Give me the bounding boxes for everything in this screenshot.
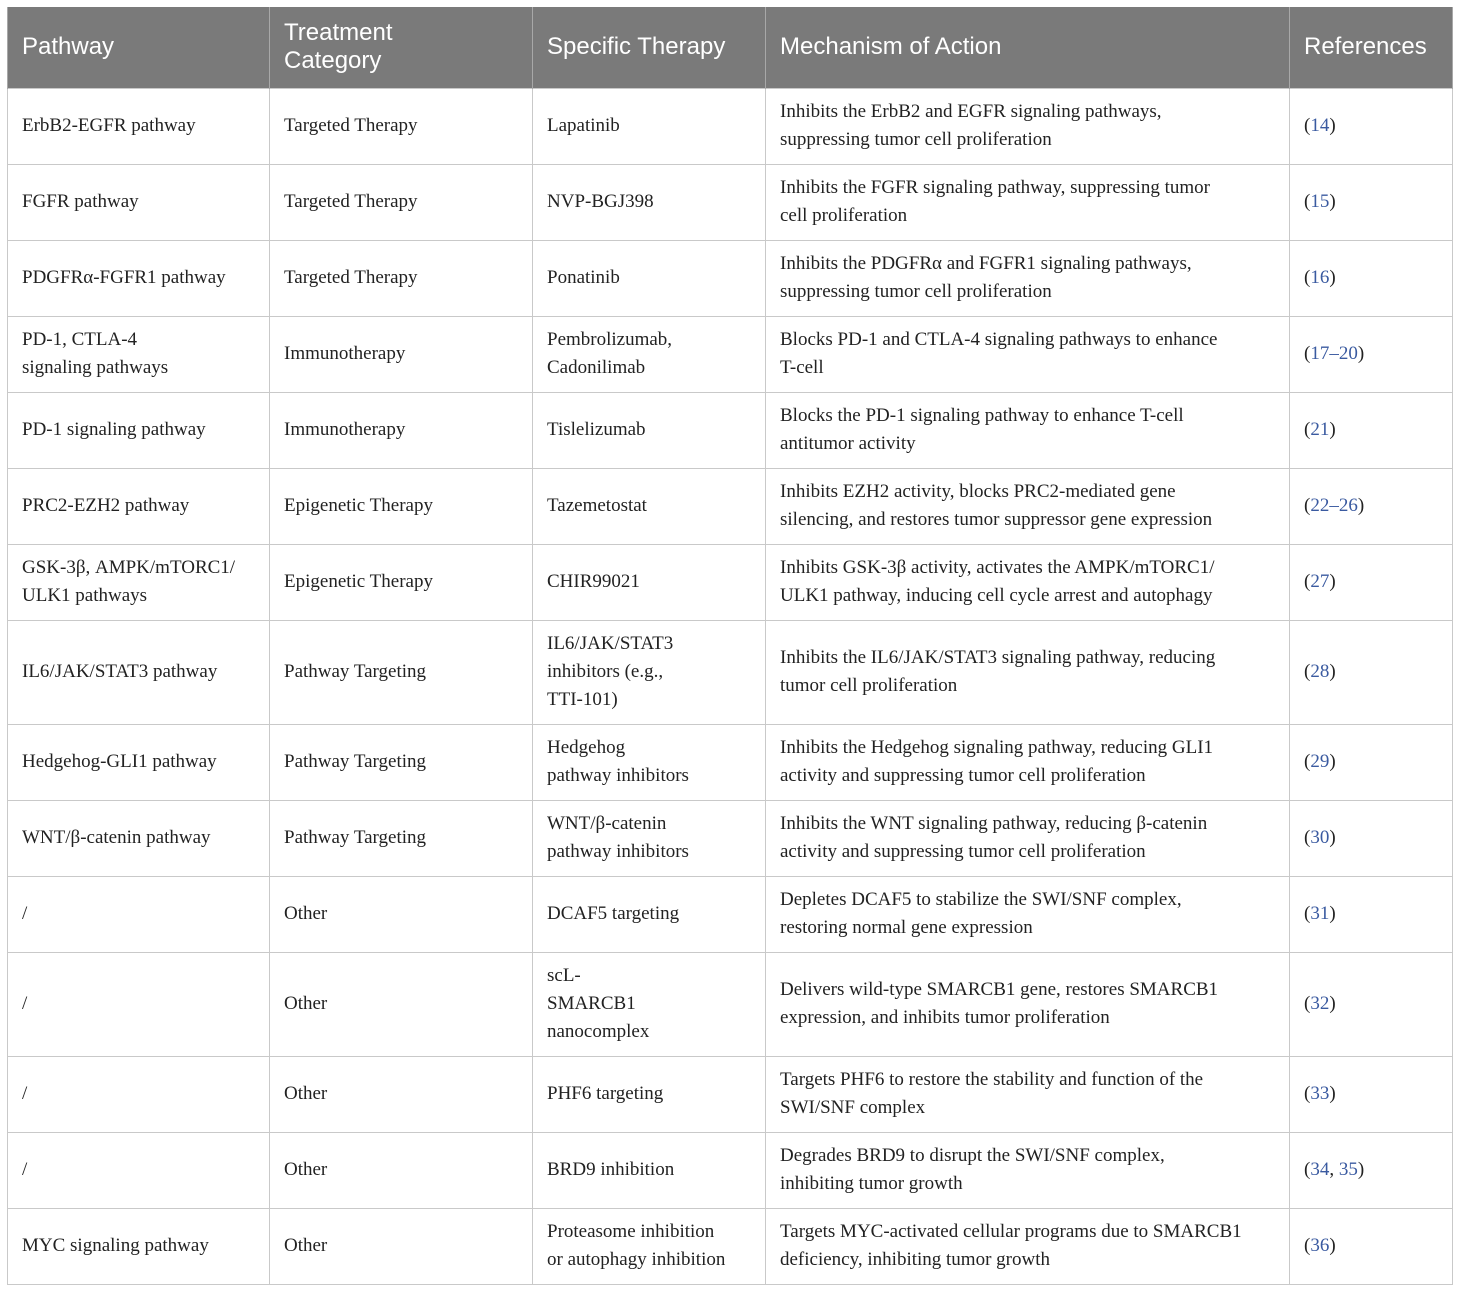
reference-link[interactable]: 36	[1310, 1235, 1330, 1256]
reference-link[interactable]: 28	[1310, 661, 1330, 682]
specific-therapy-cell: DCAF5 targeting	[533, 876, 766, 952]
header-mechanism-of-action: Mechanism of Action	[766, 7, 1290, 88]
ref-open-paren: (	[1304, 993, 1311, 1014]
pathway-cell: ErbB2-EGFR pathway	[8, 88, 270, 164]
ref-open-paren: (	[1304, 191, 1311, 212]
ref-close-paren: )	[1329, 1083, 1336, 1104]
reference-link[interactable]: 15	[1310, 191, 1330, 212]
treatment-category-cell: Other	[270, 952, 533, 1056]
ref-open-paren: (	[1304, 571, 1311, 592]
references-cell	[1290, 468, 1453, 544]
specific-therapy-cell: Tazemetostat	[533, 468, 766, 544]
table-row	[8, 876, 1453, 952]
ref-open-paren: (	[1304, 115, 1311, 136]
pathway-cell: MYC signaling pathway	[8, 1208, 270, 1284]
mechanism-cell: Inhibits the PDGFRα and FGFR1 signaling pathways, suppressing tumor cell proliferation	[766, 240, 1290, 316]
pathway-cell: /	[8, 952, 270, 1056]
references-cell	[1290, 620, 1453, 724]
ref-close-paren: )	[1357, 1159, 1365, 1180]
mechanism-cell: Delivers wild-type SMARCB1 gene, restores SMARCB1 expression, and inhibits tumor proliferation	[766, 952, 1290, 1056]
reference-link[interactable]: 14	[1310, 115, 1330, 136]
treatment-category-cell: Immunotherapy	[270, 316, 533, 392]
treatment-category-cell: Other	[270, 1132, 533, 1208]
specific-therapy-cell: Proteasome inhibition or autophagy inhibition	[533, 1208, 766, 1284]
table-row	[8, 316, 1453, 392]
pathway-cell: PDGFRα-FGFR1 pathway	[8, 240, 270, 316]
references-cell	[1290, 240, 1453, 316]
reference-link[interactable]: 16	[1310, 267, 1330, 288]
table-row	[8, 1056, 1453, 1132]
ref-separator: ,	[1329, 1159, 1339, 1180]
table-body	[8, 88, 1453, 1284]
pathway-cell: PRC2-EZH2 pathway	[8, 468, 270, 544]
ref-close-paren: )	[1329, 267, 1336, 288]
references-cell	[1290, 316, 1453, 392]
references-cell	[1290, 1208, 1453, 1284]
header-pathway: Pathway	[8, 7, 270, 88]
reference-link[interactable]: 27	[1310, 571, 1330, 592]
table-row	[8, 1132, 1453, 1208]
ref-open-paren: (	[1304, 267, 1311, 288]
specific-therapy-cell: scL- SMARCB1 nanocomplex	[533, 952, 766, 1056]
treatment-category-cell: Targeted Therapy	[270, 88, 533, 164]
mechanism-cell: Targets MYC-activated cellular programs due to SMARCB1 deficiency, inhibiting tumor growth	[766, 1208, 1290, 1284]
pathway-cell: FGFR pathway	[8, 164, 270, 240]
ref-close-paren: )	[1329, 1235, 1336, 1256]
specific-therapy-cell: WNT/β-catenin pathway inhibitors	[533, 800, 766, 876]
mechanism-cell: Inhibits the WNT signaling pathway, reducing β-catenin activity and suppressing tumor cell proliferation	[766, 800, 1290, 876]
mechanism-cell: Inhibits the ErbB2 and EGFR signaling pathways, suppressing tumor cell proliferation	[766, 88, 1290, 164]
pathway-cell: /	[8, 1132, 270, 1208]
mechanism-cell: Inhibits the Hedgehog signaling pathway, reducing GLI1 activity and suppressing tumor cell proliferation	[766, 724, 1290, 800]
mechanism-cell: Inhibits the FGFR signaling pathway, suppressing tumor cell proliferation	[766, 164, 1290, 240]
treatment-category-cell: Pathway Targeting	[270, 620, 533, 724]
table-row	[8, 724, 1453, 800]
treatment-category-cell: Epigenetic Therapy	[270, 468, 533, 544]
specific-therapy-cell: PHF6 targeting	[533, 1056, 766, 1132]
reference-link[interactable]: 22–26	[1310, 495, 1358, 516]
treatment-category-cell: Epigenetic Therapy	[270, 544, 533, 620]
treatment-category-cell: Targeted Therapy	[270, 240, 533, 316]
ref-close-paren: )	[1329, 191, 1336, 212]
specific-therapy-cell: NVP-BGJ398	[533, 164, 766, 240]
references-cell	[1290, 1132, 1453, 1208]
reference-link[interactable]: 33	[1310, 1083, 1330, 1104]
reference-link[interactable]: 35	[1338, 1159, 1358, 1180]
reference-link[interactable]: 31	[1310, 903, 1330, 924]
pathway-cell: WNT/β-catenin pathway	[8, 800, 270, 876]
therapy-table	[7, 7, 1453, 1285]
table-row	[8, 620, 1453, 724]
reference-link[interactable]: 30	[1310, 827, 1330, 848]
header-treatment-category: Treatment Category	[270, 7, 533, 88]
specific-therapy-cell: CHIR99021	[533, 544, 766, 620]
ref-open-paren: (	[1304, 419, 1311, 440]
specific-therapy-cell: Hedgehog pathway inhibitors	[533, 724, 766, 800]
mechanism-cell: Degrades BRD9 to disrupt the SWI/SNF complex, inhibiting tumor growth	[766, 1132, 1290, 1208]
pathway-cell: PD-1 signaling pathway	[8, 392, 270, 468]
specific-therapy-cell: IL6/JAK/STAT3 inhibitors (e.g., TTI-101)	[533, 620, 766, 724]
table-row	[8, 164, 1453, 240]
table-row	[8, 240, 1453, 316]
reference-link[interactable]: 17–20	[1310, 343, 1358, 364]
ref-close-paren: )	[1329, 903, 1336, 924]
references-cell	[1290, 544, 1453, 620]
header-references: References	[1290, 7, 1453, 88]
pathway-cell: /	[8, 1056, 270, 1132]
ref-open-paren: (	[1304, 1235, 1311, 1256]
references-cell	[1290, 724, 1453, 800]
pathway-cell: GSK-3β, AMPK/mTORC1/ ULK1 pathways	[8, 544, 270, 620]
table-row	[8, 952, 1453, 1056]
treatment-category-cell: Targeted Therapy	[270, 164, 533, 240]
references-cell	[1290, 164, 1453, 240]
specific-therapy-cell: Ponatinib	[533, 240, 766, 316]
ref-close-paren: )	[1357, 343, 1365, 364]
ref-open-paren: (	[1304, 827, 1311, 848]
ref-close-paren: )	[1329, 115, 1336, 136]
table-row	[8, 468, 1453, 544]
header-specific-therapy: Specific Therapy	[533, 7, 766, 88]
ref-close-paren: )	[1329, 993, 1336, 1014]
reference-link[interactable]: 21	[1310, 419, 1330, 440]
ref-open-paren: (	[1304, 495, 1311, 516]
table-row	[8, 544, 1453, 620]
mechanism-cell: Targets PHF6 to restore the stability and function of the SWI/SNF complex	[766, 1056, 1290, 1132]
treatment-category-cell: Pathway Targeting	[270, 800, 533, 876]
references-cell	[1290, 952, 1453, 1056]
pathway-cell: IL6/JAK/STAT3 pathway	[8, 620, 270, 724]
treatment-category-cell: Pathway Targeting	[270, 724, 533, 800]
ref-open-paren: (	[1304, 661, 1311, 682]
table-row	[8, 88, 1453, 164]
treatment-category-cell: Immunotherapy	[270, 392, 533, 468]
table-row	[8, 392, 1453, 468]
table-row	[8, 800, 1453, 876]
pathway-cell: PD-1, CTLA-4 signaling pathways	[8, 316, 270, 392]
reference-link[interactable]: 32	[1310, 993, 1330, 1014]
ref-open-paren: (	[1304, 751, 1311, 772]
mechanism-cell: Blocks PD-1 and CTLA-4 signaling pathways to enhance T-cell	[766, 316, 1290, 392]
mechanism-cell: Inhibits EZH2 activity, blocks PRC2-mediated gene silencing, and restores tumor suppressor gene expression	[766, 468, 1290, 544]
mechanism-cell: Inhibits GSK-3β activity, activates the AMPK/mTORC1/ ULK1 pathway, inducing cell cycle arrest and autophagy	[766, 544, 1290, 620]
ref-close-paren: )	[1357, 495, 1365, 516]
ref-close-paren: )	[1329, 827, 1336, 848]
pathway-cell: /	[8, 876, 270, 952]
references-cell	[1290, 1056, 1453, 1132]
specific-therapy-cell: Pembrolizumab, Cadonilimab	[533, 316, 766, 392]
mechanism-cell: Inhibits the IL6/JAK/STAT3 signaling pathway, reducing tumor cell proliferation	[766, 620, 1290, 724]
ref-open-paren: (	[1304, 1159, 1311, 1180]
pathway-cell: Hedgehog-GLI1 pathway	[8, 724, 270, 800]
ref-close-paren: )	[1329, 571, 1336, 592]
mechanism-cell: Depletes DCAF5 to stabilize the SWI/SNF complex, restoring normal gene expression	[766, 876, 1290, 952]
treatment-category-cell: Other	[270, 876, 533, 952]
specific-therapy-cell: Lapatinib	[533, 88, 766, 164]
references-cell	[1290, 392, 1453, 468]
therapy-table-container	[7, 7, 1452, 1285]
references-cell	[1290, 800, 1453, 876]
ref-close-paren: )	[1329, 751, 1336, 772]
ref-close-paren: )	[1329, 419, 1336, 440]
ref-open-paren: (	[1304, 1083, 1311, 1104]
reference-link[interactable]: 34	[1310, 1159, 1330, 1180]
references-cell	[1290, 88, 1453, 164]
table-header-row	[8, 7, 1453, 88]
treatment-category-cell: Other	[270, 1208, 533, 1284]
table-row	[8, 1208, 1453, 1284]
ref-close-paren: )	[1329, 661, 1336, 682]
reference-link[interactable]: 29	[1310, 751, 1330, 772]
references-cell	[1290, 876, 1453, 952]
specific-therapy-cell: BRD9 inhibition	[533, 1132, 766, 1208]
mechanism-cell: Blocks the PD-1 signaling pathway to enhance T-cell antitumor activity	[766, 392, 1290, 468]
ref-open-paren: (	[1304, 343, 1311, 364]
ref-open-paren: (	[1304, 903, 1311, 924]
treatment-category-cell: Other	[270, 1056, 533, 1132]
specific-therapy-cell: Tislelizumab	[533, 392, 766, 468]
